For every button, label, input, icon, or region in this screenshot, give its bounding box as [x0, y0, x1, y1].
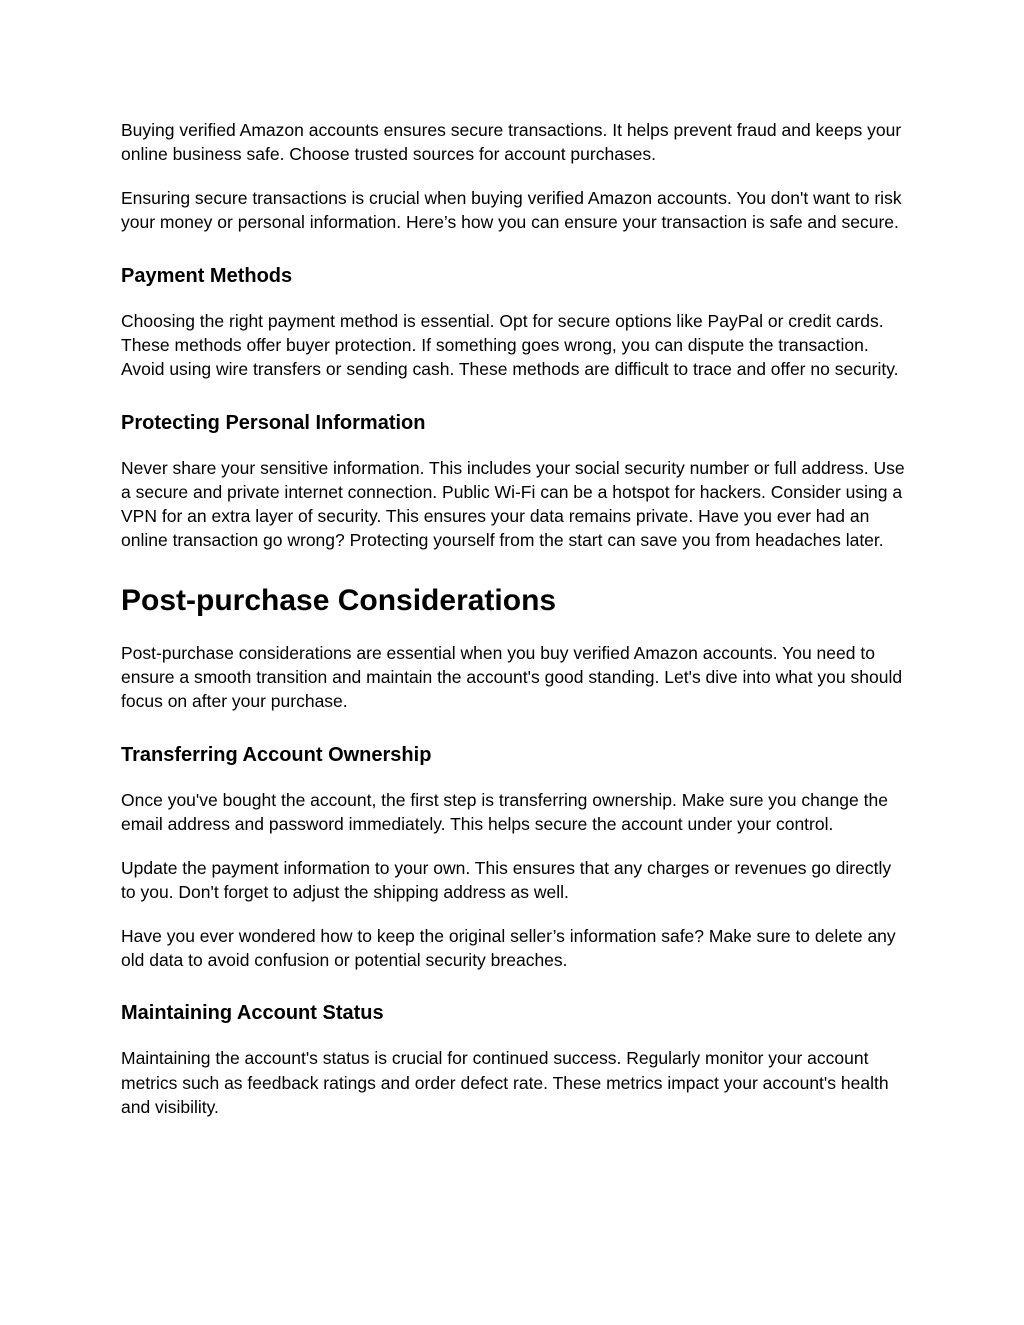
post-purchase-paragraph: Post-purchase considerations are essential when you buy verified Amazon accounts. You need to ensure a smooth transition and maintain the account's good standing. Let's dive into what you should focus on after your purchase. [121, 642, 903, 712]
maintaining-status-heading: Maintaining Account Status [121, 1002, 384, 1025]
payment-methods-paragraph: Choosing the right payment method is essential. Opt for secure options like PayPal or credit cards. These methods offer buyer protection. If something goes wrong, you can dispute the transaction. Avoid using wire transfers or sending cash. These methods are difficult to trace and offer no security. [121, 310, 899, 380]
protecting-info-heading: Protecting Personal Information [121, 411, 426, 434]
maintaining-status-paragraph: Maintaining the account's status is crucial for continued success. Regularly monitor your account metrics such as feedback ratings and order defect rate. These metrics impact your account's health and visibility. [121, 1048, 889, 1118]
transferring-ownership-paragraph: Once you've bought the account, the first step is transferring ownership. Make sure you change the email address and password immediately. This helps secure the account under your control. [121, 789, 888, 834]
secure-transactions-paragraph: Ensuring secure transactions is crucial when buying verified Amazon accounts. You don't want to risk your money or personal information. Here’s how you can ensure your transaction is safe and secure. [121, 188, 902, 233]
transferring-ownership-heading: Transferring Account Ownership [121, 743, 432, 766]
post-purchase-heading: Post-purchase Considerations [121, 583, 557, 617]
protecting-info-paragraph: Never share your sensitive information. This includes your social security number or full address. Use a secure and private internet connection. Public Wi-Fi can be a hotspot for hackers. Consider using a VPN for an extra layer of security. This ensures your data remains private. Have you ever had an online transaction go wrong? Protecting yourself from the start can save you from headaches later. [121, 457, 905, 551]
payment-methods-heading: Payment Methods [121, 264, 293, 287]
update-payment-paragraph: Update the payment information to your own. This ensures that any charges or revenues go directly to you. Don't forget to adjust the shipping address as well. [121, 857, 892, 903]
intro-paragraph: Buying verified Amazon accounts ensures secure transactions. It helps prevent fraud and keeps your online business safe. Choose trusted sources for account purchases. [121, 120, 902, 165]
seller-info-paragraph: Have you ever wondered how to keep the original seller’s information safe? Make sure to delete any old data to avoid confusion or potential security breaches. [121, 925, 896, 971]
